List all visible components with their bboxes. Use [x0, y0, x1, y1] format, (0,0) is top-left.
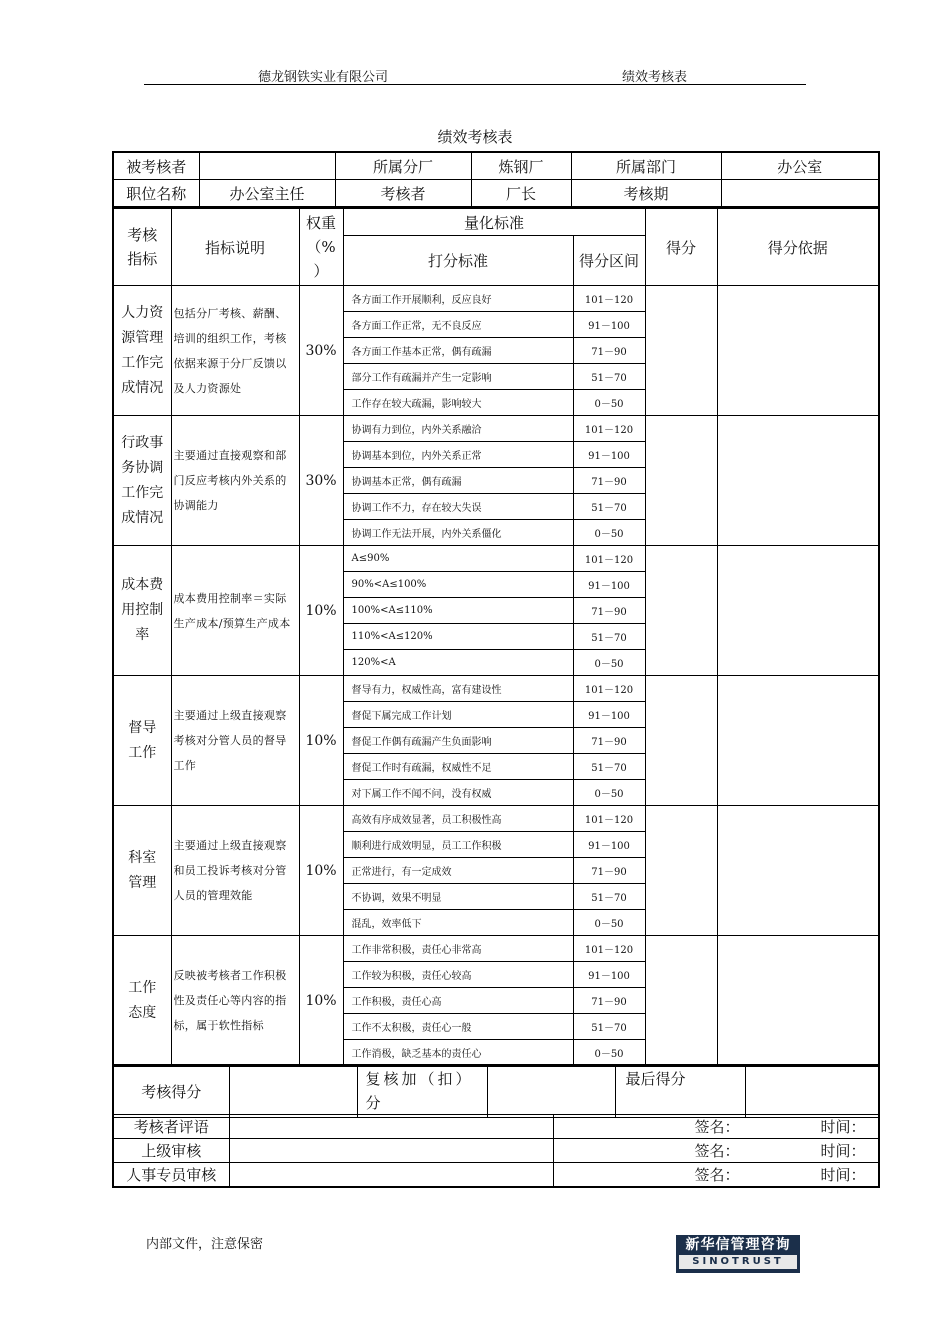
scoring-standard: 协调基本到位，内外关系正常	[343, 442, 573, 468]
scoring-standard: 各方面工作正常，无不良反应	[343, 312, 573, 338]
signoff-sign[interactable]	[553, 1139, 879, 1163]
header-divider	[144, 84, 806, 85]
indicator-weight: 30%	[299, 286, 343, 416]
sign-label: 签名：	[694, 1166, 740, 1184]
kpi-row	[113, 546, 879, 572]
indicator-weight: 10%	[299, 936, 343, 1067]
kpi-row	[113, 936, 879, 962]
scoring-standard: 督导有力，权威性高，富有建设性	[343, 676, 573, 702]
dept-label: 所属部门	[571, 152, 721, 180]
kpi-row	[113, 676, 879, 702]
score-range: 101－120	[573, 286, 645, 312]
score-cell[interactable]	[645, 806, 717, 936]
scoring-standard: 协调有力到位，内外关系融洽	[343, 416, 573, 442]
signoff-sign[interactable]	[553, 1115, 879, 1139]
score-range: 51－70	[573, 624, 645, 650]
scoring-standard: 协调工作不力，存在较大失误	[343, 494, 573, 520]
signoff-comment[interactable]	[229, 1139, 553, 1163]
header-company: 德龙钢铁实业有限公司	[258, 70, 389, 85]
scoring-standard: 90%<A≤100%	[343, 572, 573, 598]
score-range: 71－90	[573, 338, 645, 364]
review-value[interactable]	[487, 1065, 615, 1118]
score-cell[interactable]	[645, 676, 717, 806]
signoff-label: 上级审核	[113, 1139, 229, 1163]
scoring-standard: 顺利进行成效明显，员工工作积极	[343, 832, 573, 858]
final-label: 最后得分	[615, 1065, 745, 1118]
scoring-standard: 工作存在较大疏漏，影响较大	[343, 390, 573, 416]
position-label: 职位名称	[113, 180, 199, 208]
indicator-name: 科室 管理	[113, 806, 171, 936]
scoring-standard: 各方面工作基本正常，偶有疏漏	[343, 338, 573, 364]
basis-cell[interactable]	[717, 416, 879, 546]
indicator-weight: 10%	[299, 676, 343, 806]
examiner-label: 考核者	[335, 180, 471, 208]
score-range: 51－70	[573, 364, 645, 390]
score-range: 0－50	[573, 780, 645, 806]
score-range: 51－70	[573, 1014, 645, 1040]
kpi-row	[113, 416, 879, 442]
score-range: 101－120	[573, 676, 645, 702]
scoring-standard: 督促工作偶有疏漏产生负面影响	[343, 728, 573, 754]
scoring-standard: 不协调，效果不明显	[343, 884, 573, 910]
kpi-row	[113, 286, 879, 312]
indicator-weight: 10%	[299, 806, 343, 936]
scoring-standard: 部分工作有疏漏并产生一定影响	[343, 364, 573, 390]
header-doc-name: 绩效考核表	[622, 70, 688, 85]
score-range: 71－90	[573, 858, 645, 884]
scoring-standard: 对下属工作不闻不问，没有权威	[343, 780, 573, 806]
header-scoring: 打分标准	[343, 236, 573, 286]
score-range: 91－100	[573, 832, 645, 858]
score-cell[interactable]	[645, 416, 717, 546]
indicator-description: 反映被考核者工作积极性及责任心等内容的指标，属于软性指标	[171, 936, 299, 1067]
header-description: 指标说明	[171, 209, 299, 286]
basis-cell[interactable]	[717, 806, 879, 936]
summary-table	[112, 1064, 880, 1118]
logo-cn: 新华信管理咨询	[685, 1237, 791, 1253]
score-range: 101－120	[573, 416, 645, 442]
scoring-standard: 督促工作时有疏漏，权威性不足	[343, 754, 573, 780]
score-range: 51－70	[573, 494, 645, 520]
score-range: 71－90	[573, 468, 645, 494]
indicator-description: 成本费用控制率＝实际生产成本/预算生产成本	[171, 546, 299, 676]
score-cell[interactable]	[645, 286, 717, 416]
scoring-standard: 混乱，效率低下	[343, 910, 573, 936]
score-range: 91－100	[573, 442, 645, 468]
kpi-row	[113, 806, 879, 832]
score-range: 0－50	[573, 650, 645, 676]
score-range: 0－50	[573, 520, 645, 546]
review-label: 复核加（扣）分	[357, 1065, 487, 1118]
info-table	[112, 151, 880, 208]
score-range: 71－90	[573, 988, 645, 1014]
logo-en: SINOTRUST	[679, 1255, 797, 1269]
period-label: 考核期	[571, 180, 721, 208]
page-title: 绩效考核表	[437, 128, 513, 146]
signoff-sign[interactable]	[553, 1163, 879, 1188]
period-value[interactable]	[721, 180, 879, 208]
header-weight: 权重 （% ）	[299, 209, 343, 286]
scoring-standard: 正常进行，有一定成效	[343, 858, 573, 884]
indicator-weight: 30%	[299, 416, 343, 546]
sign-label: 签名：	[694, 1142, 740, 1160]
indicator-name: 行政事 务协调 工作完 成情况	[113, 416, 171, 546]
signoff-comment[interactable]	[229, 1163, 553, 1188]
indicator-description: 主要通过上级直接观察和员工投诉考核对分管人员的管理效能	[171, 806, 299, 936]
scoring-standard: 工作不太积极，责任心一般	[343, 1014, 573, 1040]
indicator-name: 成本费 用控制 率	[113, 546, 171, 676]
scoring-standard: 工作积极，责任心高	[343, 988, 573, 1014]
score-label: 考核得分	[113, 1065, 229, 1118]
scoring-standard: 协调工作无法开展，内外关系僵化	[343, 520, 573, 546]
examinee-value[interactable]	[199, 152, 335, 180]
score-range: 51－70	[573, 884, 645, 910]
final-value[interactable]	[745, 1065, 879, 1118]
score-range: 71－90	[573, 728, 645, 754]
score-range: 101－120	[573, 936, 645, 962]
time-label: 时间：	[820, 1142, 866, 1160]
factory-label: 所属分厂	[335, 152, 471, 180]
scoring-standard: 工作非常积极，责任心非常高	[343, 936, 573, 962]
score-range: 0－50	[573, 390, 645, 416]
scoring-standard: A≤90%	[343, 546, 573, 572]
signoff-label: 考核者评语	[113, 1115, 229, 1139]
signoff-comment[interactable]	[229, 1115, 553, 1139]
score-cell[interactable]	[645, 546, 717, 676]
basis-cell[interactable]	[717, 936, 879, 1067]
sign-label: 签名：	[694, 1118, 740, 1136]
kpi-table	[112, 208, 880, 1067]
score-range: 101－120	[573, 546, 645, 572]
header-indicator: 考核 指标	[113, 209, 171, 286]
scoring-standard: 高效有序成效显著，员工积极性高	[343, 806, 573, 832]
basis-cell[interactable]	[717, 286, 879, 416]
signoff-row	[113, 1115, 879, 1139]
score-range: 91－100	[573, 572, 645, 598]
scoring-standard: 工作较为积极，责任心较高	[343, 962, 573, 988]
dept-value[interactable]: 办公室	[721, 152, 879, 180]
time-label: 时间：	[820, 1166, 866, 1184]
score-range: 101－120	[573, 806, 645, 832]
examiner-value[interactable]: 厂长	[471, 180, 571, 208]
footer-note: 内部文件，注意保密	[146, 1237, 264, 1252]
score-range: 51－70	[573, 754, 645, 780]
signoff-table	[112, 1114, 880, 1188]
indicator-description: 主要通过直接观察和部门反应考核内外关系的协调能力	[171, 416, 299, 546]
scoring-standard: 120%<A	[343, 650, 573, 676]
score-range: 91－100	[573, 312, 645, 338]
signoff-label: 人事专员审核	[113, 1163, 229, 1188]
sinotrust-logo	[676, 1235, 800, 1273]
score-value[interactable]	[229, 1065, 357, 1118]
time-label: 时间：	[820, 1118, 866, 1136]
scoring-standard: 工作消极，缺乏基本的责任心	[343, 1040, 573, 1067]
indicator-name: 工作 态度	[113, 936, 171, 1067]
factory-value[interactable]: 炼钢厂	[471, 152, 571, 180]
scoring-standard: 督促下属完成工作计划	[343, 702, 573, 728]
position-value[interactable]: 办公室主任	[199, 180, 335, 208]
score-cell[interactable]	[645, 936, 717, 1067]
score-range: 71－90	[573, 598, 645, 624]
indicator-description: 包括分厂考核、薪酬、培训的组织工作，考核依据来源于分厂反馈以及人力资源处	[171, 286, 299, 416]
scoring-standard: 100%<A≤110%	[343, 598, 573, 624]
indicator-description: 主要通过上级直接观察考核对分管人员的督导工作	[171, 676, 299, 806]
score-range: 91－100	[573, 962, 645, 988]
score-range: 91－100	[573, 702, 645, 728]
header-basis: 得分依据	[717, 209, 879, 286]
basis-cell[interactable]	[717, 676, 879, 806]
basis-cell[interactable]	[717, 546, 879, 676]
scoring-standard: 110%<A≤120%	[343, 624, 573, 650]
scoring-standard: 协调基本正常，偶有疏漏	[343, 468, 573, 494]
indicator-name: 人力资 源管理 工作完 成情况	[113, 286, 171, 416]
score-range: 0－50	[573, 910, 645, 936]
indicator-name: 督导 工作	[113, 676, 171, 806]
score-range: 0－50	[573, 1040, 645, 1067]
header-quant: 量化标准	[343, 209, 645, 236]
indicator-weight: 10%	[299, 546, 343, 676]
examinee-label: 被考核者	[113, 152, 199, 180]
signoff-row	[113, 1139, 879, 1163]
header-range: 得分区间	[573, 236, 645, 286]
header-score: 得分	[645, 209, 717, 286]
scoring-standard: 各方面工作开展顺利，反应良好	[343, 286, 573, 312]
signoff-row	[113, 1163, 879, 1188]
